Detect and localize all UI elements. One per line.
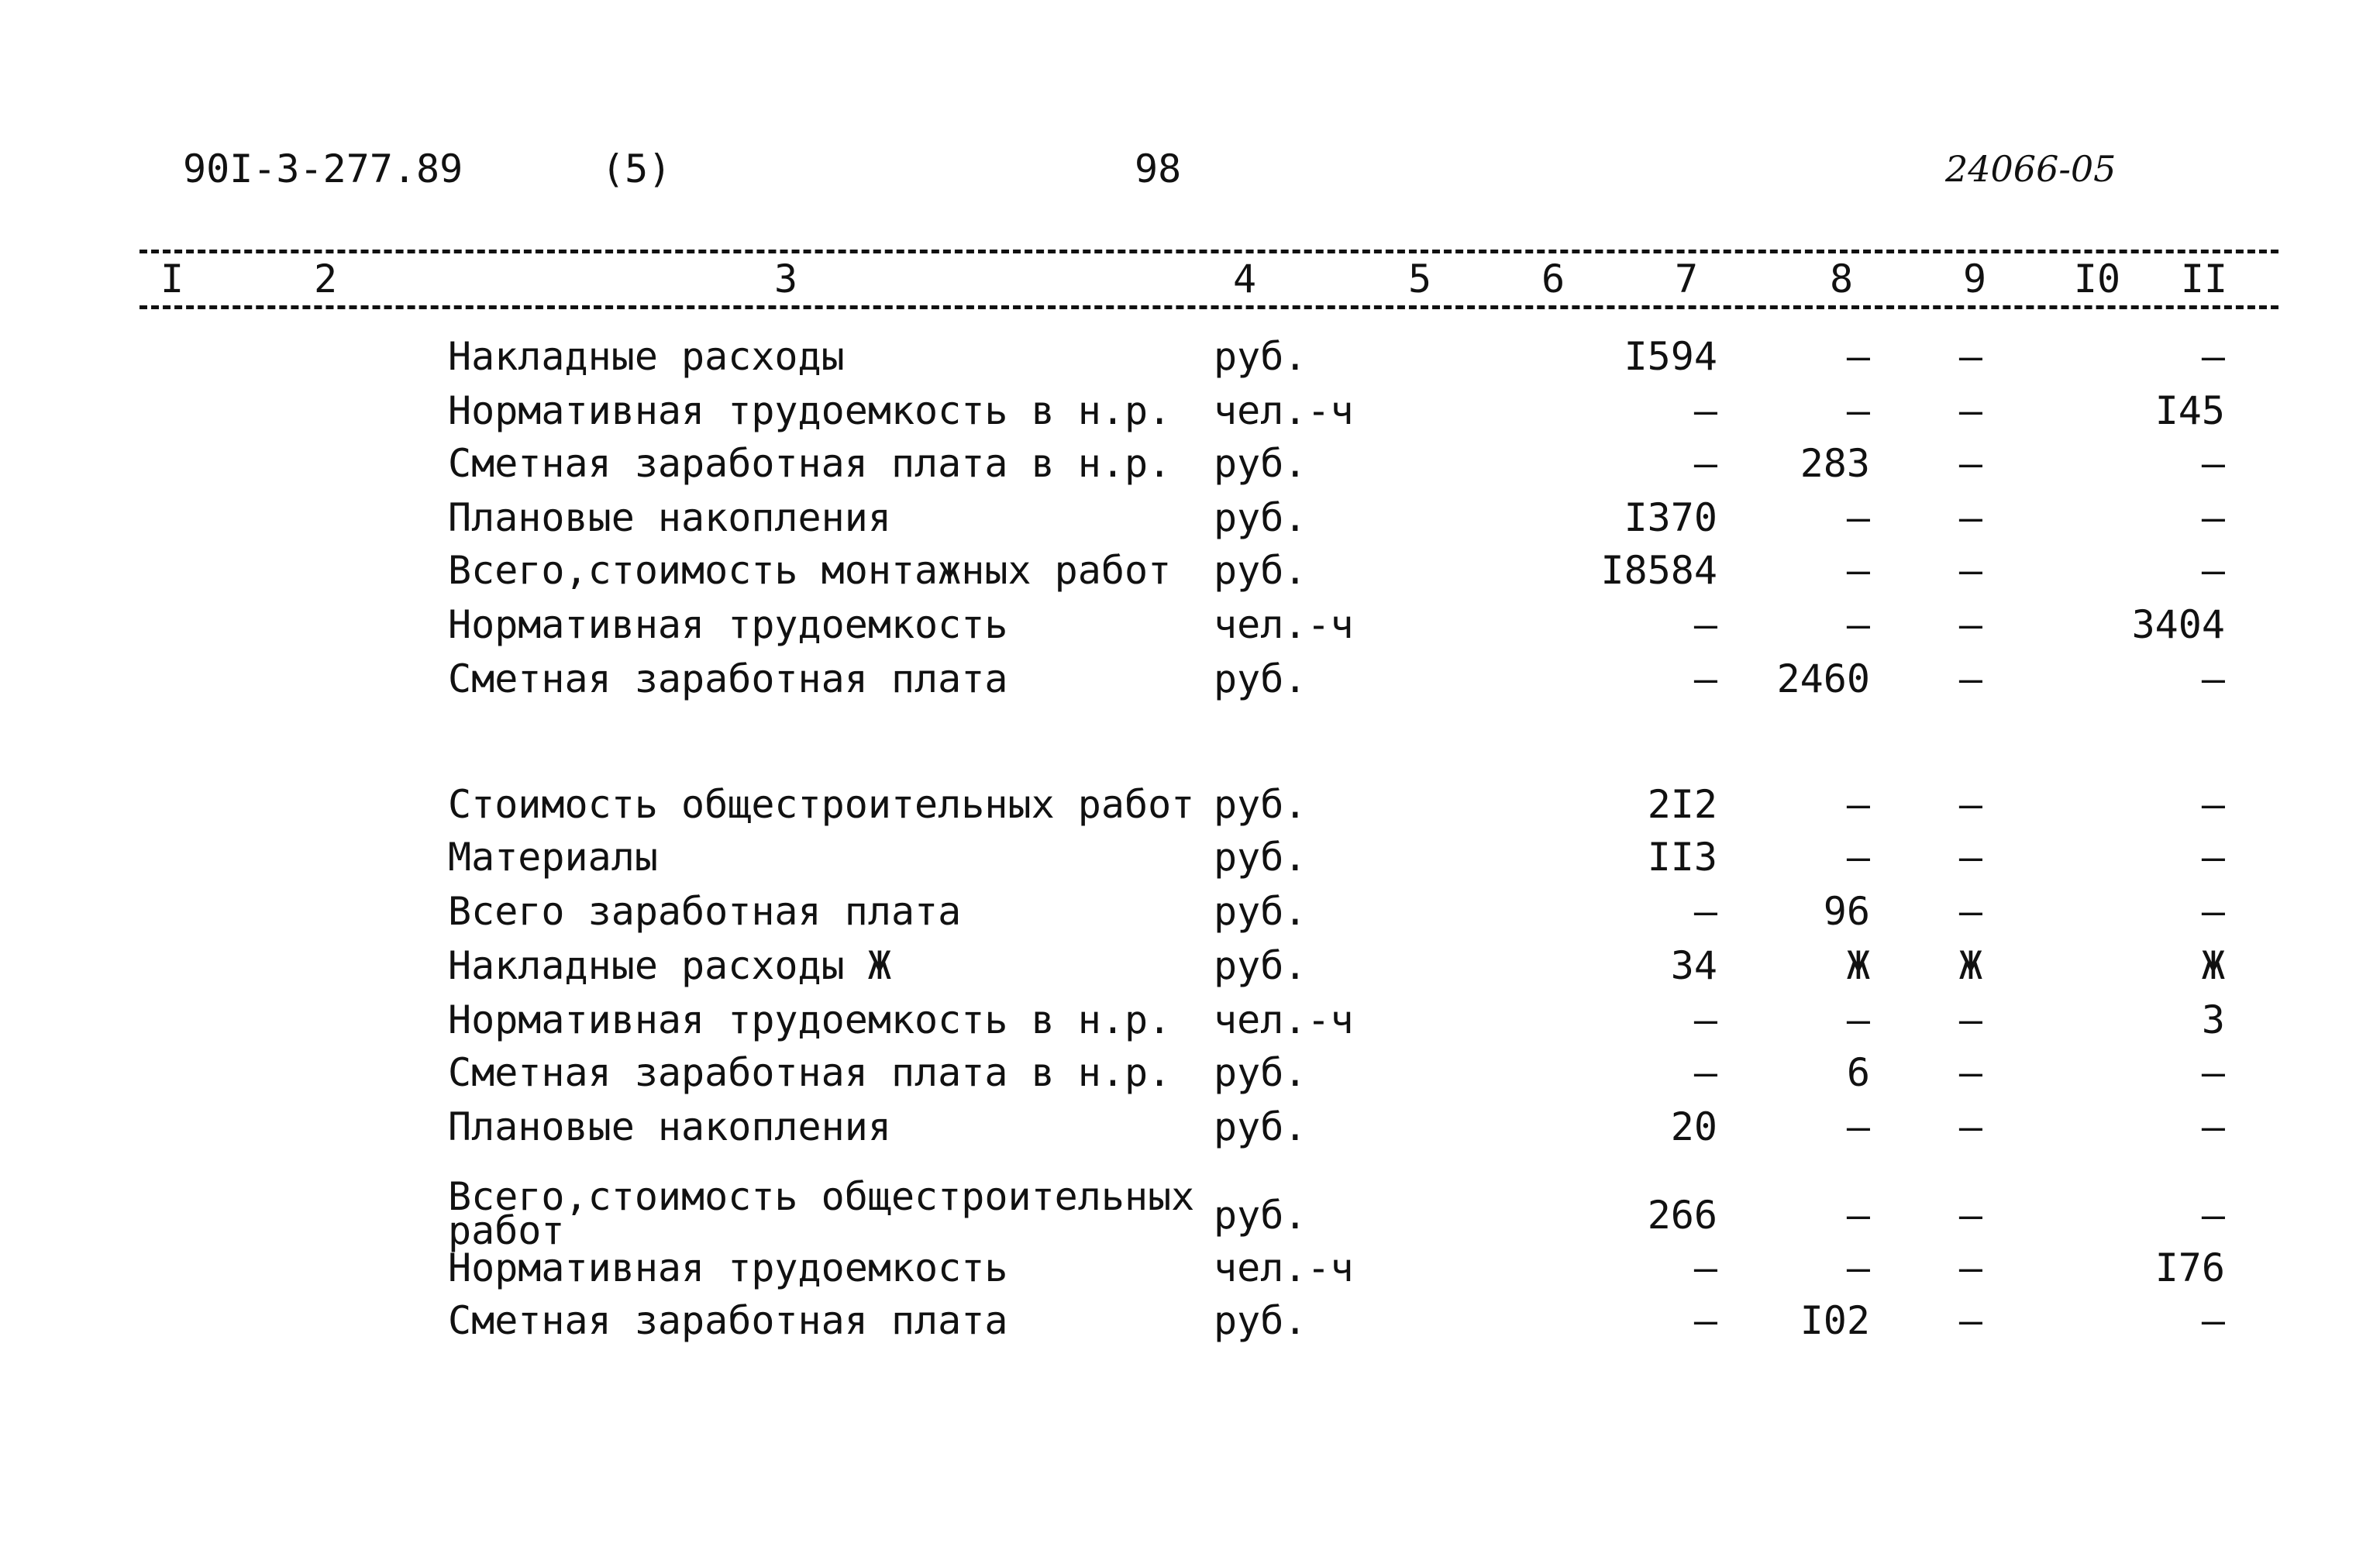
column-number-5: 5 bbox=[1381, 256, 1459, 302]
column-number-4: 4 bbox=[1206, 256, 1283, 302]
col8-value: Ж bbox=[1846, 943, 1870, 988]
col11-value: 3404 bbox=[2131, 602, 2225, 647]
col7-value: I8584 bbox=[1600, 548, 1717, 593]
table-row bbox=[0, 544, 2380, 597]
col8-value: 6 bbox=[1846, 1050, 1870, 1095]
document-code: 90I-3-277.89 bbox=[183, 146, 463, 191]
col7-value: – bbox=[1693, 388, 1717, 433]
row-label: Плановые накопления bbox=[448, 495, 891, 540]
col8-value: – bbox=[1846, 334, 1870, 379]
table-row bbox=[0, 778, 2380, 831]
col7-value: – bbox=[1693, 656, 1717, 701]
table-row bbox=[0, 330, 2380, 383]
col7-value: 20 bbox=[1670, 1104, 1717, 1149]
table-row bbox=[0, 1046, 2380, 1099]
col8-value: – bbox=[1846, 835, 1870, 880]
row-label: Нормативная трудоемкость в н.р. bbox=[448, 997, 1172, 1042]
row-label: Сметная заработная плата в н.р. bbox=[448, 1050, 1172, 1095]
col9-value: – bbox=[1958, 495, 1982, 540]
col8-value: – bbox=[1846, 1193, 1870, 1238]
col7-value: – bbox=[1693, 602, 1717, 647]
col9-value: – bbox=[1958, 782, 1982, 827]
row-label: Нормативная трудоемкость bbox=[448, 602, 1008, 647]
row-label: Сметная заработная плата bbox=[448, 656, 1008, 701]
col8-value: I02 bbox=[1800, 1298, 1870, 1343]
row-unit: руб. bbox=[1214, 495, 1307, 540]
column-number-7: 7 bbox=[1648, 256, 1725, 302]
row-unit: чел.-ч bbox=[1214, 997, 1354, 1042]
col8-value: – bbox=[1846, 1104, 1870, 1149]
table-row bbox=[0, 437, 2380, 490]
col11-value: – bbox=[2201, 495, 2225, 540]
row-unit: руб. bbox=[1214, 1050, 1307, 1095]
col11-value: – bbox=[2201, 334, 2225, 379]
col11-value: – bbox=[2201, 1104, 2225, 1149]
row-unit: руб. bbox=[1214, 548, 1307, 593]
row-unit: руб. bbox=[1214, 441, 1307, 486]
column-number-6: 6 bbox=[1514, 256, 1592, 302]
col7-value: 266 bbox=[1647, 1193, 1717, 1238]
row-unit: руб. bbox=[1214, 835, 1307, 880]
row-unit: руб. bbox=[1214, 943, 1307, 988]
page-number: 98 bbox=[1135, 146, 1182, 191]
row-label: Всего,стоимость монтажных работ bbox=[448, 548, 1172, 593]
col11-value: I45 bbox=[2154, 388, 2225, 433]
col9-value: – bbox=[1958, 835, 1982, 880]
row-label: Материалы bbox=[448, 835, 658, 880]
row-unit: руб. bbox=[1214, 1193, 1307, 1238]
col8-value: – bbox=[1846, 602, 1870, 647]
col9-value: – bbox=[1958, 889, 1982, 934]
row-unit: руб. bbox=[1214, 1298, 1307, 1343]
col9-value: – bbox=[1958, 1245, 1982, 1290]
col11-value: – bbox=[2201, 656, 2225, 701]
row-label: Сметная заработная плата bbox=[448, 1298, 1008, 1343]
table-row bbox=[0, 831, 2380, 884]
col8-value: 96 bbox=[1823, 889, 1870, 934]
col11-value: – bbox=[2201, 1193, 2225, 1238]
col8-value: – bbox=[1846, 548, 1870, 593]
column-number-10: I0 bbox=[2058, 256, 2136, 302]
row-label: Всего заработная плата bbox=[448, 889, 962, 934]
table-row bbox=[0, 1101, 2380, 1153]
row-unit: руб. bbox=[1214, 782, 1307, 827]
col9-value: – bbox=[1958, 1193, 1982, 1238]
row-label: Накладные расходы Ж bbox=[448, 943, 891, 988]
dashed-rule-bottom bbox=[139, 305, 2278, 309]
col8-value: – bbox=[1846, 1245, 1870, 1290]
sheet-number: (5) bbox=[601, 146, 672, 191]
table-row bbox=[0, 1242, 2380, 1294]
col9-value: – bbox=[1958, 656, 1982, 701]
col7-value: I594 bbox=[1624, 334, 1717, 379]
col7-value: – bbox=[1693, 997, 1717, 1042]
col7-value: I370 bbox=[1624, 495, 1717, 540]
column-number-2: 2 bbox=[287, 256, 364, 302]
col11-value: I76 bbox=[2154, 1245, 2225, 1290]
row-unit: чел.-ч bbox=[1214, 602, 1354, 647]
table-row bbox=[0, 1174, 2380, 1253]
col11-value: – bbox=[2201, 782, 2225, 827]
col11-value: – bbox=[2201, 441, 2225, 486]
column-number-9: 9 bbox=[1936, 256, 2013, 302]
row-label: Плановые накопления bbox=[448, 1104, 891, 1149]
row-label: Стоимость общестроительных работ bbox=[448, 782, 1195, 827]
col7-value: – bbox=[1693, 889, 1717, 934]
col9-value: – bbox=[1958, 388, 1982, 433]
row-label: Накладные расходы bbox=[448, 334, 845, 379]
col11-value: – bbox=[2201, 1050, 2225, 1095]
row-unit: руб. bbox=[1214, 334, 1307, 379]
row-label: Всего,стоимость общестроительных работ bbox=[448, 1174, 1195, 1253]
col9-value: – bbox=[1958, 1104, 1982, 1149]
col7-value: – bbox=[1693, 1245, 1717, 1290]
col11-value: Ж bbox=[2201, 943, 2225, 988]
col7-value: – bbox=[1693, 1050, 1717, 1095]
col7-value: 34 bbox=[1670, 943, 1717, 988]
row-unit: руб. bbox=[1214, 889, 1307, 934]
col8-value: 283 bbox=[1800, 441, 1870, 486]
column-number-1: I bbox=[133, 256, 211, 302]
row-unit: чел.-ч bbox=[1214, 388, 1354, 433]
column-number-8: 8 bbox=[1803, 256, 1880, 302]
table-row bbox=[0, 598, 2380, 651]
col9-value: – bbox=[1958, 441, 1982, 486]
table-row bbox=[0, 384, 2380, 437]
row-label: Нормативная трудоемкость bbox=[448, 1245, 1008, 1290]
col7-value: 2I2 bbox=[1647, 782, 1717, 827]
col8-value: 2460 bbox=[1776, 656, 1870, 701]
row-unit: чел.-ч bbox=[1214, 1245, 1354, 1290]
row-unit: руб. bbox=[1214, 656, 1307, 701]
column-number-11: II bbox=[2165, 256, 2243, 302]
col7-value: – bbox=[1693, 441, 1717, 486]
table-row bbox=[0, 1294, 2380, 1347]
column-number-3: 3 bbox=[747, 256, 825, 302]
col8-value: – bbox=[1846, 782, 1870, 827]
col11-value: – bbox=[2201, 548, 2225, 593]
col9-value: – bbox=[1958, 1298, 1982, 1343]
col8-value: – bbox=[1846, 495, 1870, 540]
table-row bbox=[0, 491, 2380, 544]
col9-value: – bbox=[1958, 548, 1982, 593]
archive-number: 24066-05 bbox=[1945, 148, 2117, 190]
col9-value: – bbox=[1958, 602, 1982, 647]
table-row bbox=[0, 994, 2380, 1046]
col7-value: – bbox=[1693, 1298, 1717, 1343]
col11-value: – bbox=[2201, 889, 2225, 934]
table-row bbox=[0, 885, 2380, 938]
col8-value: – bbox=[1846, 997, 1870, 1042]
col9-value: – bbox=[1958, 334, 1982, 379]
col8-value: – bbox=[1846, 388, 1870, 433]
dashed-rule-top bbox=[139, 250, 2278, 253]
col7-value: II3 bbox=[1647, 835, 1717, 880]
row-label: Сметная заработная плата в н.р. bbox=[448, 441, 1172, 486]
row-label: Нормативная трудоемкость в н.р. bbox=[448, 388, 1172, 433]
col9-value: Ж bbox=[1958, 943, 1982, 988]
col11-value: – bbox=[2201, 835, 2225, 880]
row-unit: руб. bbox=[1214, 1104, 1307, 1149]
table-row bbox=[0, 939, 2380, 992]
col9-value: – bbox=[1958, 997, 1982, 1042]
col11-value: 3 bbox=[2201, 997, 2225, 1042]
table-row bbox=[0, 653, 2380, 705]
col9-value: – bbox=[1958, 1050, 1982, 1095]
col11-value: – bbox=[2201, 1298, 2225, 1343]
